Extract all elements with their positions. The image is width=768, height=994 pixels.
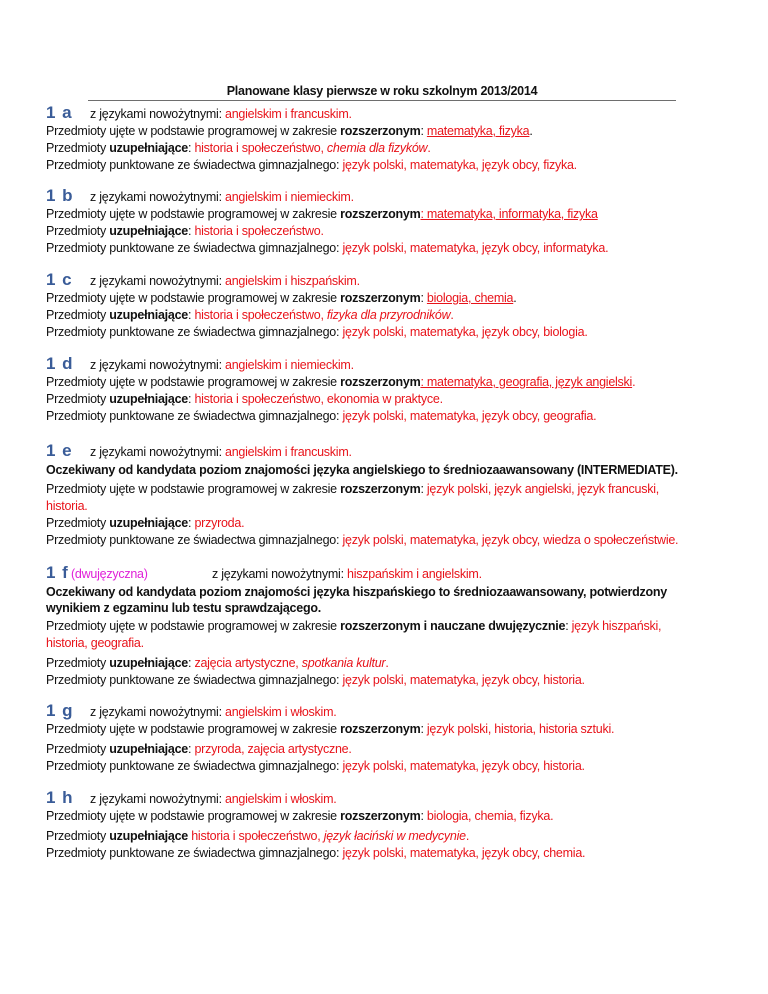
extended-subjects-continued: historia, geografia. [46,636,144,650]
class-section-1e: 1 e z językami nowożytnymi: angielskim i francuskim. Oczekiwany od kandydata poziom znajomości języka angielskiego to średniozaawansowany (INTERMEDIATE). Przedmioty ujęte w podstawie programowej w zakresie rozszerzonym: język polski, język angielski, język francuski, historia. Przedmioty uzupełniające: przyroda. Przedmioty punktowane ze świadectwa gimnazjalnego: język polski, matematyka, język obcy, wiedza o społeczeństwie. [46,441,736,549]
extended-subjects-line: Przedmioty ujęte w podstawie programowej w zakresie rozszerzonym: język polski, język angielski, język francuski, [46,482,659,496]
scored-subjects-line: Przedmioty punktowane ze świadectwa gimnazjalnego: język polski, matematyka, język obcy, historia. [46,759,585,773]
extended-subjects-line: Przedmioty ujęte w podstawie programowej w zakresie rozszerzonym: matematyka, geografia, język angielski. [46,375,636,389]
class-section-1d: 1 d z językami nowożytnymi: angielskim i niemieckim. Przedmioty ujęte w podstawie programowej w zakresie rozszerzonym: matematyka, geografia, język angielski. Przedmioty uzupełniające: historia i społeczeństwo, ekonomia w praktyce. Przedmioty punktowane ze świadectwa gimnazjalnego: język polski, matematyka, język obcy, geografia. [46,354,736,425]
extended-subjects-line: Przedmioty ujęte w podstawie programowej w zakresie rozszerzonym i nauczane dwujęzycznie: język hiszpański, [46,619,662,633]
extended-subjects: biologia, chemia [426,291,514,305]
language-level-notice: Oczekiwany od kandydata poziom znajomości języka angielskiego to średniozaawansowany (INTERMEDIATE). [46,463,678,477]
supplementary-subjects-line: Przedmioty uzupełniające: historia i społeczeństwo. [46,224,324,238]
class-id: 1 e [46,441,73,460]
extended-subjects-line: Przedmioty ujęte w podstawie programowej w zakresie rozszerzonym: matematyka, fizyka. [46,124,533,138]
scored-subjects-line: Przedmioty punktowane ze świadectwa gimnazjalnego: język polski, matematyka, język obcy, historia. [46,673,585,687]
languages-value: angielskim i francuskim. [225,445,352,459]
extended-subjects: biologia, chemia, fizyka. [426,809,554,823]
extended-subjects: : matematyka, geografia, język angielski [420,375,633,389]
extended-subjects-line: Przedmioty ujęte w podstawie programowej w zakresie rozszerzonym: biologia, chemia. [46,291,517,305]
class-id: 1 b [46,186,74,205]
page-title: Planowane klasy pierwsze w roku szkolnym 2013/2014 [88,83,676,101]
supplementary-subjects-line: Przedmioty uzupełniające: historia i społeczeństwo, ekonomia w praktyce. [46,392,443,406]
bilingual-tag: (dwujęzyczna) [71,567,148,581]
extended-subjects: matematyka, fizyka [426,124,530,138]
class-section-1c: 1 c z językami nowożytnymi: angielskim i hiszpańskim. Przedmioty ujęte w podstawie programowej w zakresie rozszerzonym: biologia, chemia. Przedmioty uzupełniające: historia i społeczeństwo, fizyka dla przyrodników. Przedmioty punktowane ze świadectwa gimnazjalnego: język polski, matematyka, język obcy, biologia. [46,270,736,341]
supplementary-subjects-line: Przedmioty uzupełniające: historia i społeczeństwo, fizyka dla przyrodników. [46,308,454,322]
extended-subjects-line: Przedmioty ujęte w podstawie programowej w zakresie rozszerzonym: język polski, historia, historia sztuki. [46,722,615,736]
scored-subjects: język polski, matematyka, język obcy, fizyka. [342,158,577,172]
scored-subjects-line: Przedmioty punktowane ze świadectwa gimnazjalnego: język polski, matematyka, język obcy, informatyka. [46,241,609,255]
class-section-1f: 1 f (dwujęzyczna) z językami nowożytnymi: hiszpańskim i angielskim. Oczekiwany od kandydata poziom znajomości języka hiszpańskiego to średniozaawansowany, potwierdzony wynikiem z egzaminu lub testu sprawdzającego. Przedmioty ujęte w podstawie programowej w zakresie rozszerzonym i nauczane dwujęzycznie: język hiszpański, historia, geografia. Przedmioty uzupełniające: zajęcia artystyczne, spotkania kultur. Przedmioty punktowane ze świadectwa gimnazjalnego: język polski, matematyka, język obcy, historia. [46,563,736,689]
supplementary-subjects-line: Przedmioty uzupełniające historia i społeczeństwo, język łaciński w medycynie. [46,829,470,843]
extended-subjects: język polski, język angielski, język francuski, [426,482,659,496]
languages-value: angielskim i francuskim. [225,107,352,121]
extended-subjects: : matematyka, informatyka, fizyka [420,207,598,221]
class-id: 1 h [46,788,74,807]
class-section-1b: 1 b z językami nowożytnymi: angielskim i niemieckim. Przedmioty ujęte w podstawie programowej w zakresie rozszerzonym: matematyka, informatyka, fizyka Przedmioty uzupełniające: historia i społeczeństwo. Przedmioty punktowane ze świadectwa gimnazjalnego: język polski, matematyka, język obcy, informatyka. [46,186,736,257]
languages-value: angielskim i niemieckim. [225,190,354,204]
extended-subjects-line: Przedmioty ujęte w podstawie programowej w zakresie rozszerzonym: matematyka, informatyka, fizyka [46,207,598,221]
class-id: 1 d [46,354,74,373]
scored-subjects-line: Przedmioty punktowane ze świadectwa gimnazjalnego: język polski, matematyka, język obcy, fizyka. [46,158,577,172]
extended-subjects: język hiszpański, [571,619,662,633]
class-section-1h: 1 h z językami nowożytnymi: angielskim i włoskim. Przedmioty ujęte w podstawie programowej w zakresie rozszerzonym: biologia, chemia, fizyka. Przedmioty uzupełniające historia i społeczeństwo, język łaciński w medycynie. Przedmioty punktowane ze świadectwa gimnazjalnego: język polski, matematyka, język obcy, chemia. [46,788,736,862]
languages-label: z językami nowożytnymi: [90,107,222,121]
class-id: 1 c [46,270,73,289]
languages-value: angielskim i włoskim. [225,792,337,806]
languages-value: angielskim i niemieckim. [225,358,354,372]
supplementary-subjects-line: Przedmioty uzupełniające: zajęcia artystyczne, spotkania kultur. [46,656,389,670]
supplementary-subjects-line: Przedmioty uzupełniające: historia i społeczeństwo, chemia dla fizyków. [46,141,431,155]
scored-subjects-line: Przedmioty punktowane ze świadectwa gimnazjalnego: język polski, matematyka, język obcy, geografia. [46,409,597,423]
extended-subjects-continued: historia. [46,499,88,513]
class-id: 1 a [46,103,73,122]
supplementary-subjects-line: Przedmioty uzupełniające: przyroda, zajęcia artystyczne. [46,742,352,756]
scored-subjects-line: Przedmioty punktowane ze świadectwa gimnazjalnego: język polski, matematyka, język obcy, wiedza o społeczeństwie. [46,533,679,547]
extended-subjects: język polski, historia, historia sztuki. [426,722,615,736]
class-id: 1 g [46,701,74,720]
class-id: 1 f [46,563,69,582]
languages-value: angielskim i włoskim. [225,705,337,719]
class-section-1g: 1 g z językami nowożytnymi: angielskim i włoskim. Przedmioty ujęte w podstawie programowej w zakresie rozszerzonym: język polski, historia, historia sztuki. Przedmioty uzupełniające: przyroda, zajęcia artystyczne. Przedmioty punktowane ze świadectwa gimnazjalnego: język polski, matematyka, język obcy, historia. [46,701,736,775]
scored-subjects-line: Przedmioty punktowane ze świadectwa gimnazjalnego: język polski, matematyka, język obcy, chemia. [46,846,586,860]
supplementary-subjects-line: Przedmioty uzupełniające: przyroda. [46,516,245,530]
language-level-notice: Oczekiwany od kandydata poziom znajomości języka hiszpańskiego to średniozaawansowany, potwierdzony wynikiem z egzaminu lub testu sprawdzającego. [46,585,668,615]
class-section-1a [46,103,736,174]
scored-subjects-line: Przedmioty punktowane ze świadectwa gimnazjalnego: język polski, matematyka, język obcy, biologia. [46,325,588,339]
extended-subjects-line: Przedmioty ujęte w podstawie programowej w zakresie rozszerzonym: biologia, chemia, fizyka. [46,809,554,823]
languages-value: hiszpańskim i angielskim. [347,567,482,581]
languages-value: angielskim i hiszpańskim. [225,274,360,288]
